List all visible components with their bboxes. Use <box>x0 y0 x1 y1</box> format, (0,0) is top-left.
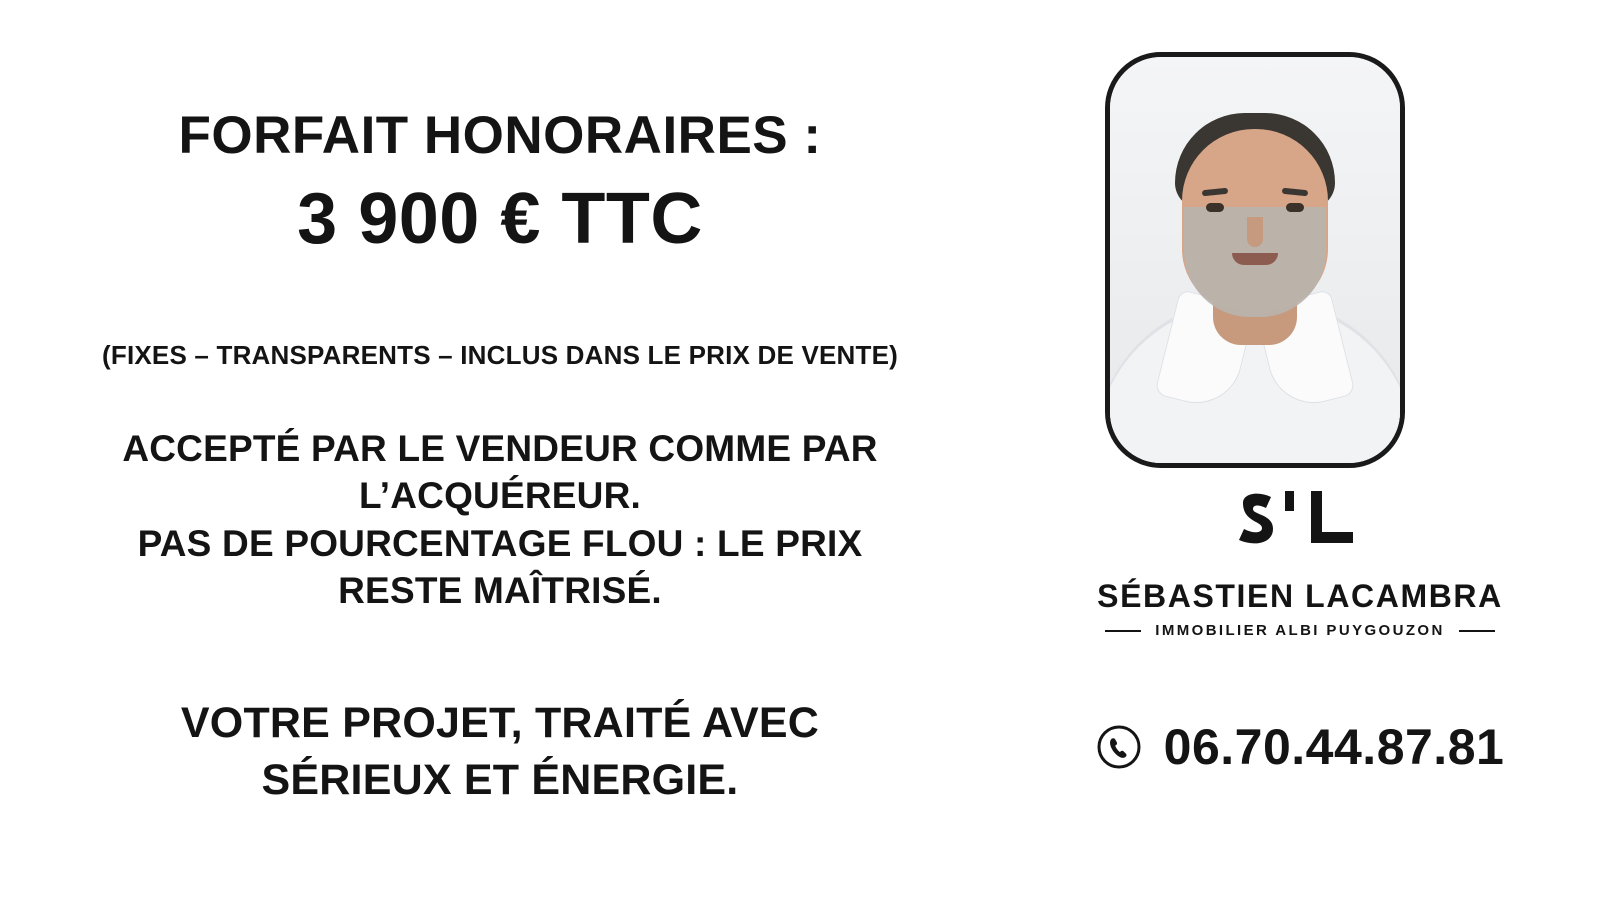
page-title: FORFAIT HONORAIRES : <box>178 106 822 165</box>
avatar <box>1105 52 1405 468</box>
tagline-line-1: VOTRE PROJET, TRAITÉ AVEC <box>180 699 820 747</box>
sl-monogram-icon <box>1000 485 1600 563</box>
brand-subtitle: IMMOBILIER ALBI PUYGOUZON <box>1155 622 1445 639</box>
statement-line-4: RESTE MAÎTRISÉ. <box>338 570 662 612</box>
fee-amount: 3 900 € TTC <box>297 178 703 259</box>
statement-line-1: ACCEPTÉ PAR LE VENDEUR COMME PAR <box>122 428 878 469</box>
portrait-eye-left <box>1206 203 1224 212</box>
right-branding-column <box>1000 0 1600 901</box>
statement-block <box>0 425 1000 614</box>
brand-subtitle-row <box>1000 622 1600 639</box>
statement-line-2: L’ACQUÉREUR. <box>359 475 641 517</box>
contact-phone[interactable] <box>1000 718 1600 776</box>
divider-right <box>1459 630 1495 632</box>
fee-subnote: (FIXES – TRANSPARENTS – INCLUS DANS LE PRIX DE VENTE) <box>102 340 898 370</box>
headline-block <box>0 108 1000 260</box>
statement-line-3: PAS DE POURCENTAGE FLOU : LE PRIX <box>137 522 863 564</box>
portrait-mouth <box>1232 253 1278 265</box>
agent-portrait <box>1110 57 1400 463</box>
tagline-line-2: SÉRIEUX ET ÉNERGIE. <box>261 755 739 804</box>
divider-left <box>1105 630 1141 632</box>
phone-number: 06.70.44.87.81 <box>1163 719 1505 775</box>
tagline-block <box>0 695 1000 809</box>
phone-icon <box>1096 724 1142 770</box>
portrait-nose <box>1247 217 1263 247</box>
portrait-eye-right <box>1286 203 1304 212</box>
brand-name: SÉBASTIEN LACAMBRA <box>1097 578 1503 614</box>
